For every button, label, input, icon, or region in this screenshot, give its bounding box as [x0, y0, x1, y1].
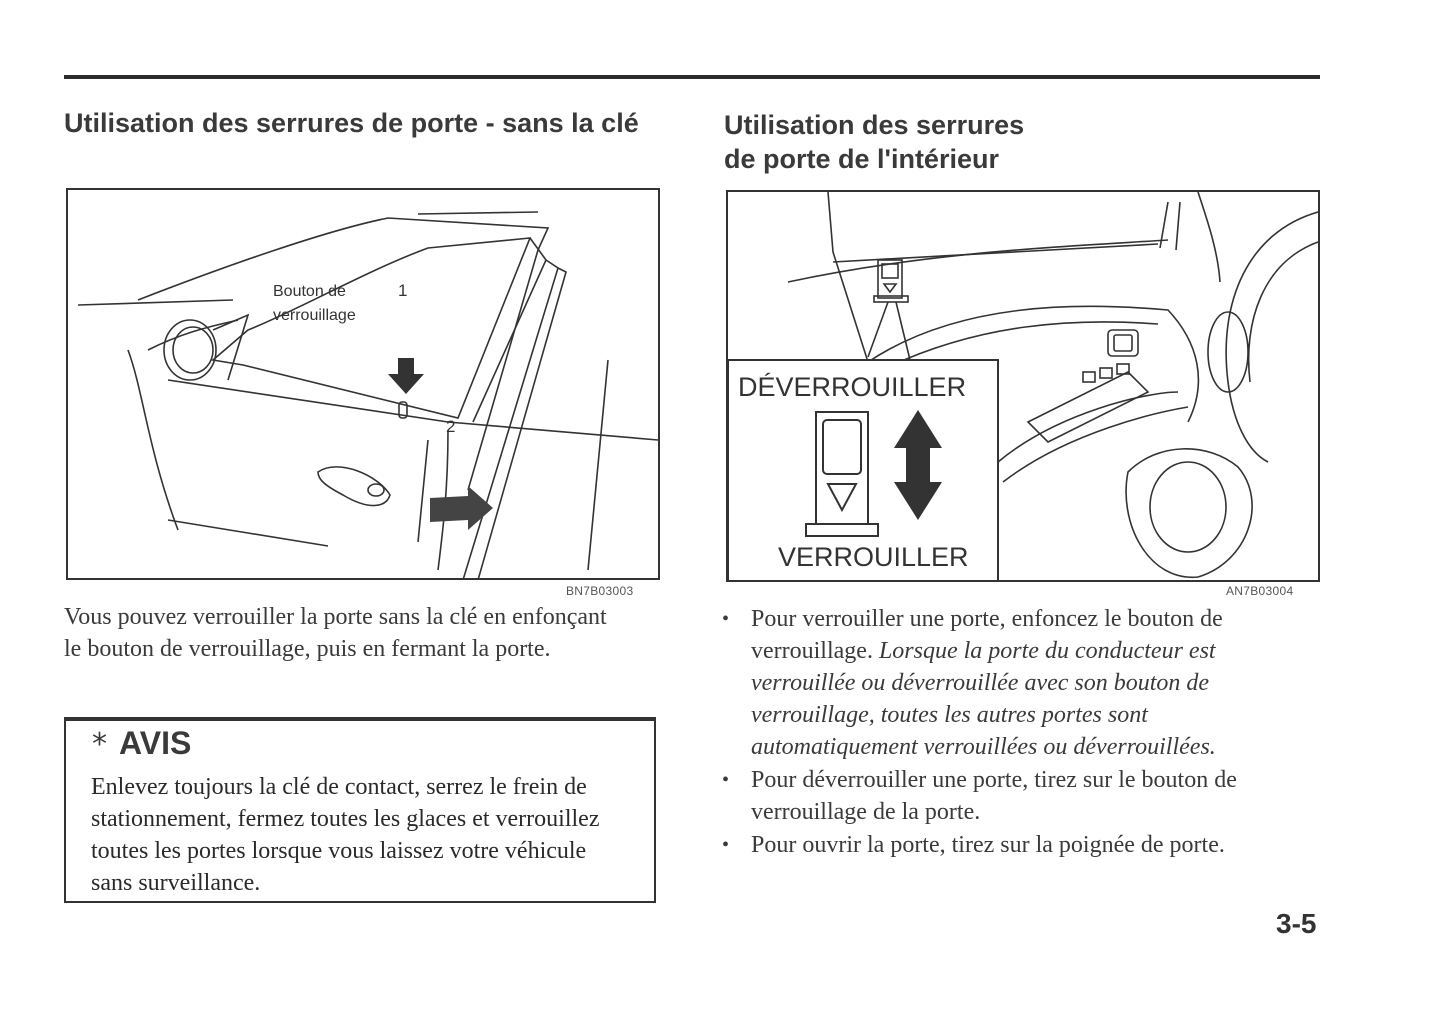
- marker-2: 2: [446, 417, 456, 436]
- lock-button-label: Bouton de: [273, 283, 346, 300]
- avis-text: Enlevez toujours la clé de contact, serrez le frein de stationnement, fermez toutes les glaces et verrouillez toutes les portes lorsque vous laissez votre véhicule sans surveillance.: [91, 774, 600, 896]
- door-exterior-illustration: [68, 190, 658, 578]
- asterisk-icon: *: [92, 727, 107, 762]
- page-number: 3-5: [1276, 908, 1317, 939]
- press-arrow: [388, 358, 424, 394]
- figure-exterior-door: [66, 188, 660, 580]
- avis-notice-box: [64, 717, 656, 903]
- avis-heading: AVIS: [119, 725, 192, 761]
- heading-line-1: Utilisation des serrures: [724, 110, 1025, 140]
- list-item: [720, 829, 1320, 861]
- bullet-text-3: Pour ouvrir la porte, tirez sur la poignée de porte.: [751, 832, 1225, 858]
- lock-button-label-2: verrouillage: [273, 307, 356, 324]
- bullet-text-1: Pour verrouiller une porte, enfoncez le bouton de verrouillage.: [751, 606, 1223, 664]
- intro-paragraph: Vous pouvez verrouiller la porte sans la clé en enfonçant le bouton de verrouillage, puis en fermant la porte.: [64, 604, 607, 662]
- list-item: [720, 603, 1320, 763]
- instruction-list: [720, 603, 1320, 862]
- figure-code-left: BN7B03003: [566, 584, 634, 598]
- list-item: [720, 764, 1320, 828]
- door-interior-illustration: [728, 192, 1318, 580]
- avis-title: [92, 725, 191, 762]
- figure-interior-door: [726, 190, 1320, 582]
- marker-1: 1: [398, 281, 408, 300]
- bullet-text-2: Pour déverrouiller une porte, tirez sur le bouton de verrouillage de la porte.: [751, 767, 1237, 825]
- heading-line-2: de porte de l'intérieur: [724, 144, 999, 174]
- lock-label: VERROUILLER: [778, 542, 969, 572]
- close-door-arrow: [430, 486, 493, 530]
- heading-from-inside: [724, 108, 1284, 176]
- bullet-italic-1: Lorsque la porte du conducteur est verrouillée ou déverrouillée avec son bouton de verrouillage, toutes les autres portes sont automatiquement verrouillées ou déverrouillées.: [751, 638, 1216, 760]
- top-rule: [64, 75, 1320, 79]
- unlock-label: DÉVERROUILLER: [738, 372, 967, 402]
- figure-code-right: AN7B03004: [1226, 584, 1294, 598]
- heading-without-key: Utilisation des serrures de porte - sans la clé: [64, 108, 639, 138]
